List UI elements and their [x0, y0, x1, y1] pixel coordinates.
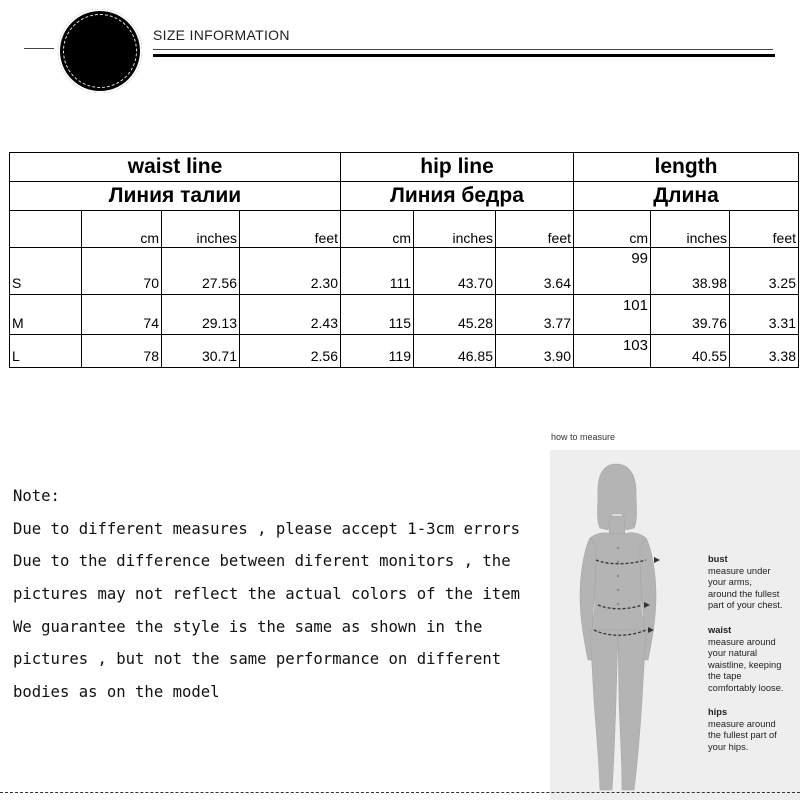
measure-bust-title: bust [708, 554, 728, 564]
table-group-row-ru [10, 182, 799, 211]
table-cell: 103 [574, 335, 651, 368]
table-group-row-en [10, 153, 799, 182]
measure-hips-desc: measure around the fullest part of your hips. [708, 718, 777, 752]
group-header-waist-ru: Линия талии [10, 182, 341, 211]
body-figure-illustration [550, 450, 690, 800]
note-line: Due to the difference between diferent monitors , the [13, 552, 511, 571]
note-line: pictures may not reflect the actual colors of the item [13, 585, 520, 604]
note-line: Due to different measures , please accept 1-3cm errors [13, 519, 520, 538]
size-label: S [10, 248, 82, 295]
unit-cell: feet [496, 211, 574, 248]
unit-cell: cm [574, 211, 651, 248]
unit-cell: inches [162, 211, 240, 248]
table-cell: 101 [574, 295, 651, 335]
unit-cell: cm [82, 211, 162, 248]
header-rule-thin [153, 49, 773, 50]
table-row [10, 335, 799, 368]
table-cell: 39.76 [651, 295, 730, 335]
measure-bust-desc: measure under your arms, around the fullest part of your chest. [708, 565, 783, 611]
table-cell: 74 [82, 295, 162, 335]
group-header-length: length [574, 153, 799, 182]
table-cell: 115 [341, 295, 414, 335]
table-row [10, 295, 799, 335]
unit-cell-empty [10, 211, 82, 248]
header-rule-thick [153, 54, 775, 57]
table-cell: 29.13 [162, 295, 240, 335]
note-line: We guarantee the style is the same as shown in the [13, 617, 483, 636]
table-cell: 2.43 [240, 295, 341, 335]
group-header-length-ru: Длина [574, 182, 799, 211]
unit-cell: feet [240, 211, 341, 248]
table-cell: 3.31 [730, 295, 799, 335]
page-title: SIZE INFORMATION [153, 27, 290, 43]
table-cell: 3.25 [730, 248, 799, 295]
measure-waist [708, 625, 800, 695]
size-label: L [10, 335, 82, 368]
unit-cell: inches [414, 211, 496, 248]
measure-hips-title: hips [708, 707, 728, 717]
note-block [13, 480, 553, 709]
table-cell: 119 [341, 335, 414, 368]
table-cell: 38.98 [651, 248, 730, 295]
table-cell: 78 [82, 335, 162, 368]
table-cell: 3.90 [496, 335, 574, 368]
header-left-rule [24, 48, 54, 49]
unit-cell: inches [651, 211, 730, 248]
table-cell: 99 [574, 248, 651, 295]
size-label: M [10, 295, 82, 335]
table-cell: 27.56 [162, 248, 240, 295]
bottom-dashed-divider [0, 792, 800, 793]
measure-hips [708, 707, 800, 753]
table-cell: 70 [82, 248, 162, 295]
table-cell: 46.85 [414, 335, 496, 368]
note-line: pictures , but not the same performance on different [13, 650, 502, 669]
note-line: bodies as on the model [13, 683, 220, 702]
size-table [9, 152, 799, 368]
how-to-measure-caption: how to measure [551, 432, 616, 442]
table-unit-row [10, 211, 799, 248]
table-cell: 30.71 [162, 335, 240, 368]
how-to-measure-panel [550, 450, 800, 800]
table-cell: 2.30 [240, 248, 341, 295]
measure-waist-desc: measure around your natural waistline, keeping the tape comfortably loose. [708, 636, 784, 693]
table-cell: 2.56 [240, 335, 341, 368]
measure-bust [708, 554, 800, 612]
group-header-hip: hip line [341, 153, 574, 182]
table-cell: 40.55 [651, 335, 730, 368]
unit-cell: cm [341, 211, 414, 248]
group-header-waist: waist line [10, 153, 341, 182]
note-heading: Note: [13, 487, 60, 505]
table-cell: 43.70 [414, 248, 496, 295]
group-header-hip-ru: Линия бедра [341, 182, 574, 211]
table-row [10, 248, 799, 295]
unit-cell: feet [730, 211, 799, 248]
header-circle-badge [58, 9, 142, 93]
table-cell: 111 [341, 248, 414, 295]
table-cell: 45.28 [414, 295, 496, 335]
table-cell: 3.77 [496, 295, 574, 335]
table-cell: 3.64 [496, 248, 574, 295]
table-cell: 3.38 [730, 335, 799, 368]
measure-waist-title: waist [708, 625, 732, 635]
